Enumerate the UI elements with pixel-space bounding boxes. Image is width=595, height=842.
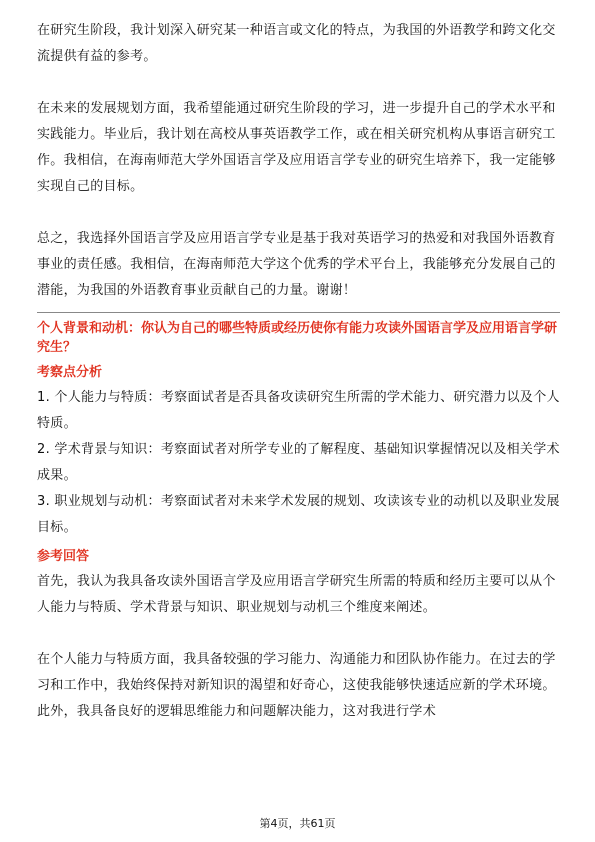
intro-paragraph: 在研究生阶段，我计划深入研究某一种语言或文化的特点，为我国的外语教学和跨文化交流提供有益的参考。: [37, 23, 556, 64]
section-divider: [37, 312, 560, 313]
intro-paragraph: 在未来的发展规划方面，我希望能通过研究生阶段的学习，进一步提升自己的学术水平和实践能力。毕业后，我计划在高校从事英语教学工作，或在相关研究机构从事语言研究工作。我相信，在海南师范大学外国语言学及应用语言学专业的研究生培养下，我一定能够实现自己的目标。: [37, 101, 556, 194]
paragraph-gap: [37, 70, 560, 96]
answer-heading: 参考回答: [37, 549, 90, 564]
intro-paragraph: 总之，我选择外国语言学及应用语言学专业是基于我对英语学习的热爱和对我国外语教育事业的责任感。我相信，在海南师范大学这个优秀的学术平台上，我能够充分发展自己的潜能，为我国的外语教育事业贡献自己的力量。谢谢！: [37, 231, 556, 298]
analysis-item: 3. 职业规划与动机：考察面试者对未来学术发展的规划、攻读该专业的动机以及职业发展目标。: [37, 494, 560, 535]
paragraph-gap: [37, 621, 560, 647]
analysis-heading: 考察点分析: [37, 365, 103, 380]
answer-paragraph: 在个人能力与特质方面，我具备较强的学习能力、沟通能力和团队协作能力。在过去的学习和工作中，我始终保持对新知识的渴望和好奇心，这使我能够快速适应新的学术环境。此外，我具备良好的逻辑思维能力和问题解决能力，这对我进行学术: [37, 652, 556, 719]
page-number: 第4页，共61页: [259, 817, 336, 830]
document-page: [37, 18, 560, 725]
interview-question: 个人背景和动机：你认为自己的哪些特质或经历使你有能力攻读外国语言学及应用语言学研究生？: [37, 321, 558, 355]
analysis-item: 1. 个人能力与特质：考察面试者是否具备攻读研究生所需的学术能力、研究潜力以及个人特质。: [37, 390, 560, 431]
analysis-item: 2. 学术背景与知识：考察面试者对所学专业的了解程度、基础知识掌握情况以及相关学术成果。: [37, 442, 560, 483]
paragraph-gap: [37, 200, 560, 226]
answer-paragraph: 首先，我认为我具备攻读外国语言学及应用语言学研究生所需的特质和经历主要可以从个人能力与特质、学术背景与知识、职业规划与动机三个维度来阐述。: [37, 574, 556, 615]
